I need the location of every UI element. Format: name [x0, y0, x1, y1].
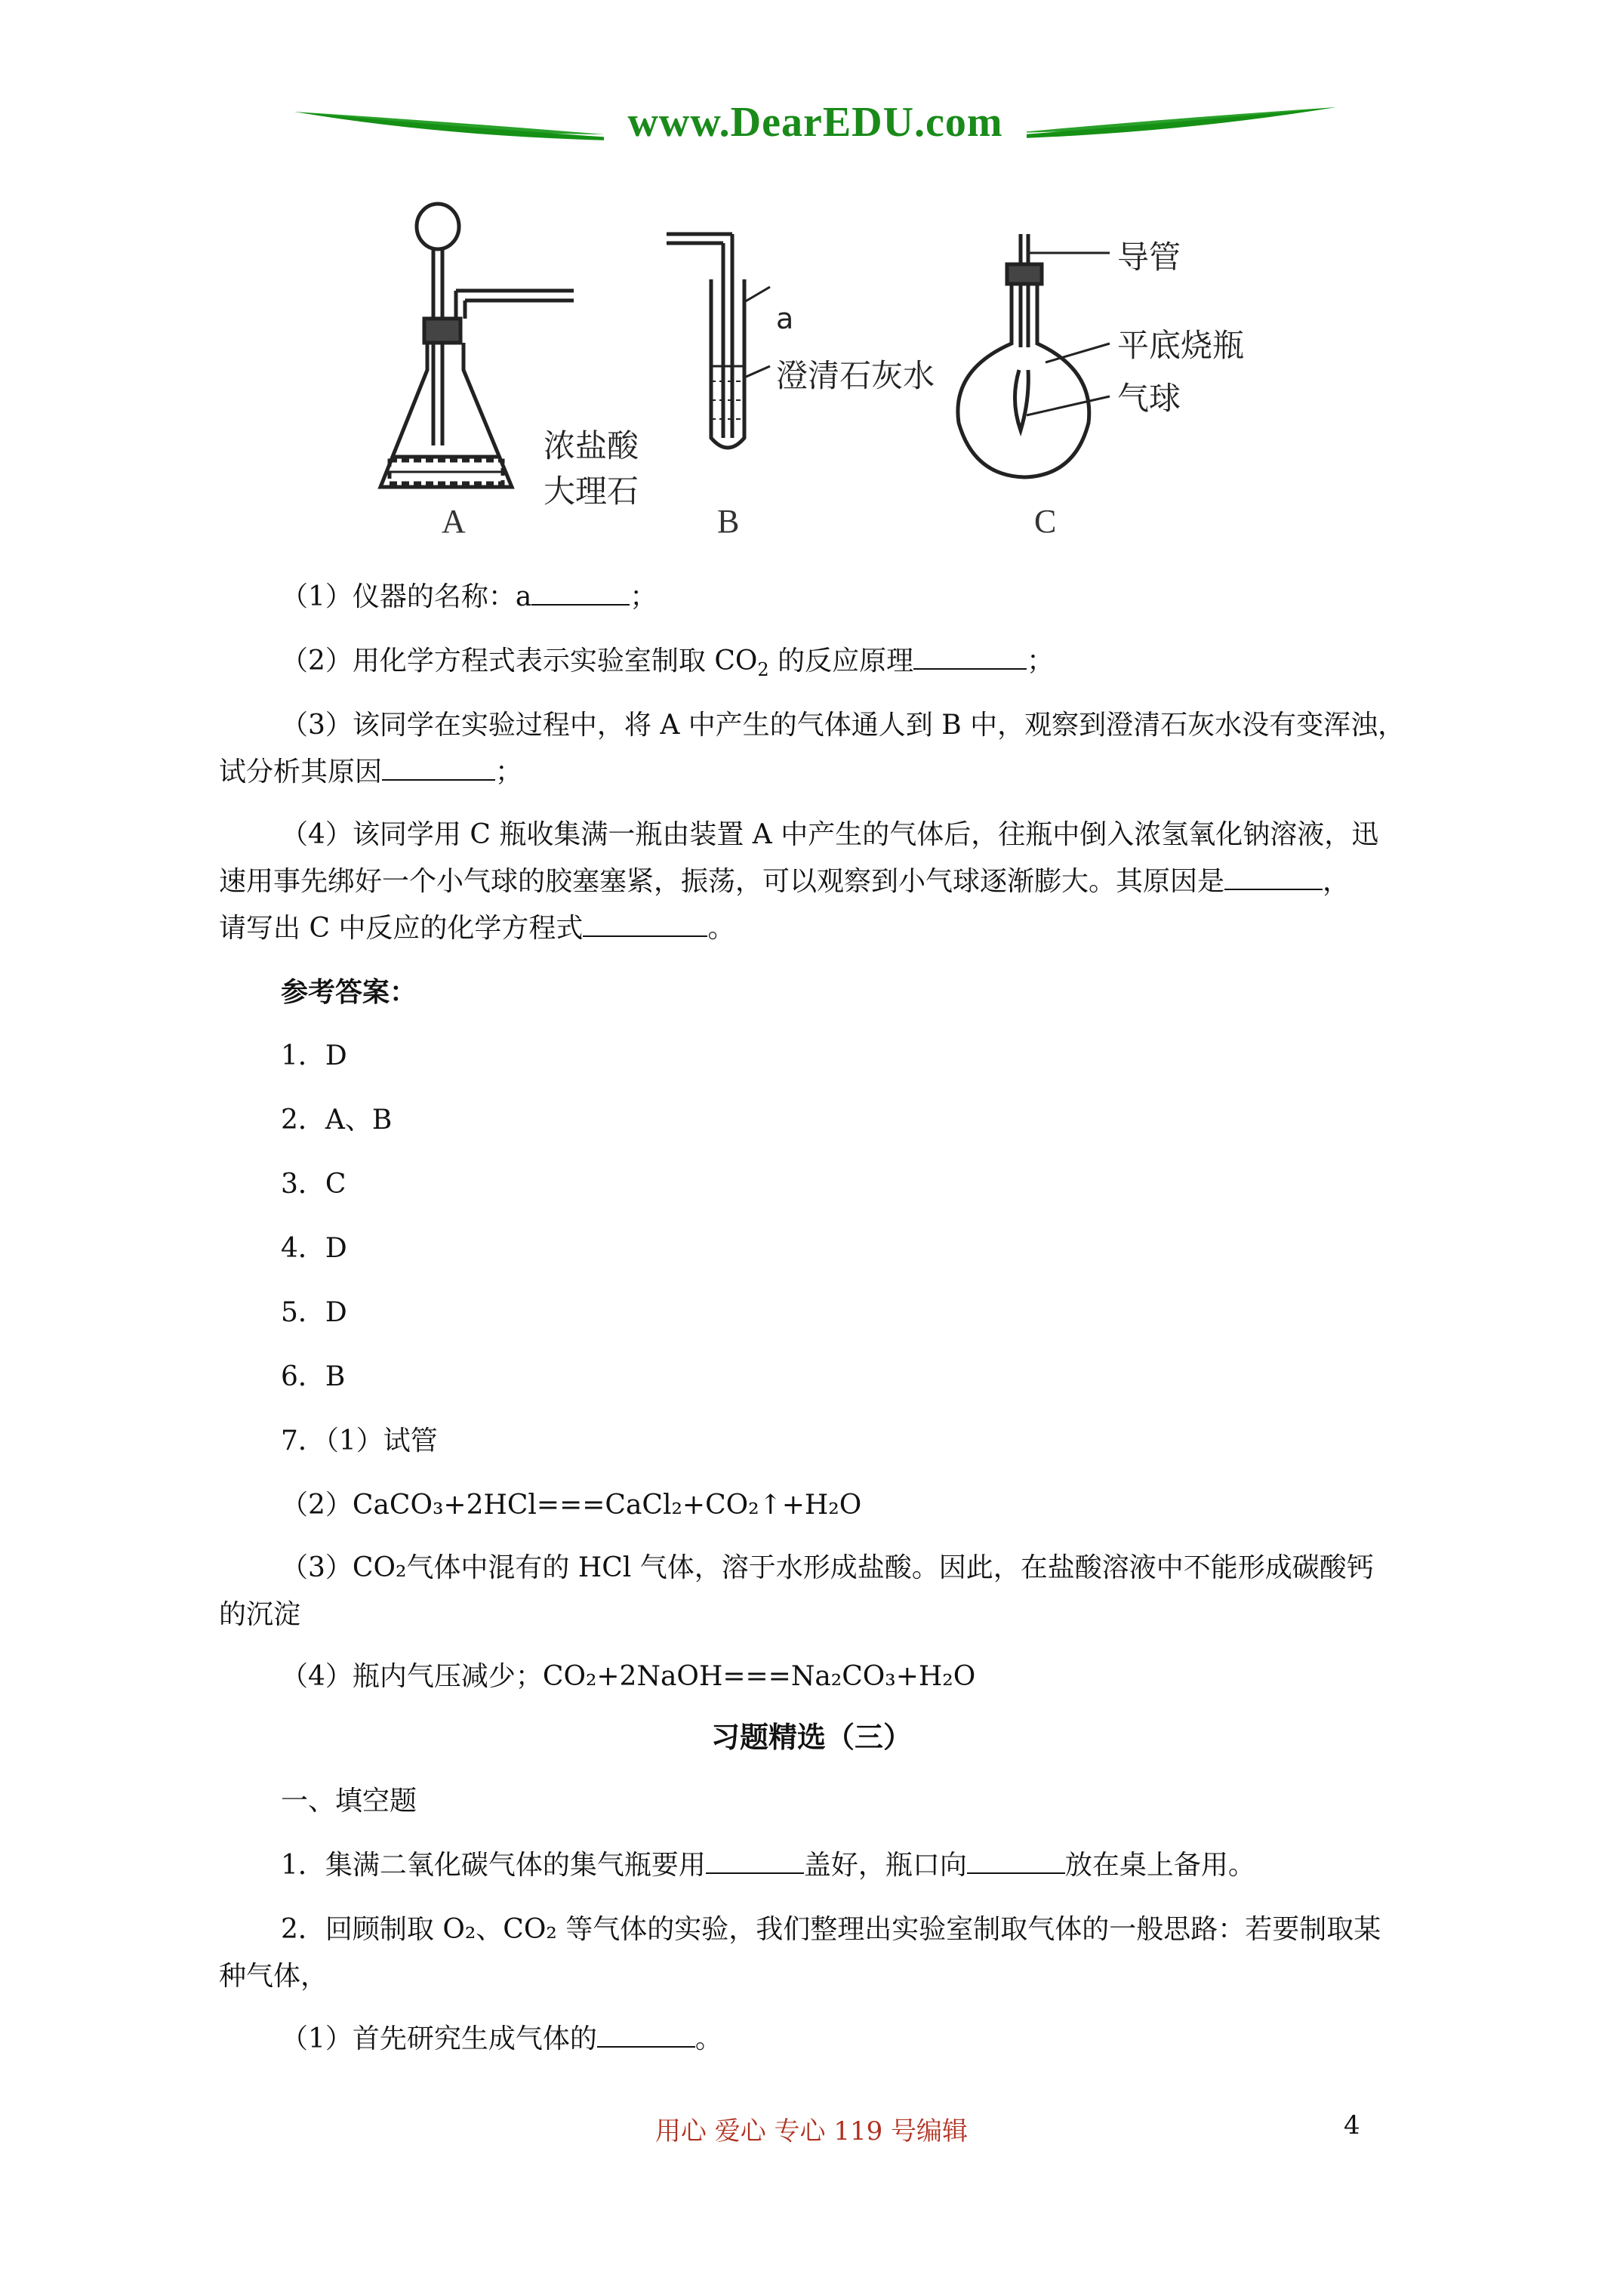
- answer-5: 5．D: [281, 1297, 347, 1328]
- fill-question-2-line1: 2．回顾制取 O₂、CO₂ 等气体的实验，我们整理出实验室制取气体的一般思路：若要制取某: [281, 1914, 1381, 1945]
- fill-question-2-line2: 种气体，: [219, 1961, 328, 1992]
- answer-7-2: （2）CaCO₃+2HCl===CaCl₂+CO₂↑+H₂O: [281, 1490, 862, 1521]
- caption-a: A: [442, 503, 466, 540]
- label-marble: 大理石: [544, 473, 639, 510]
- question-4-line3: 请写出 C 中反应的化学方程式 。: [219, 905, 1412, 952]
- answer-4: 4．D: [281, 1233, 347, 1264]
- label-concentrated-hcl: 浓盐酸: [544, 427, 639, 464]
- question-1: （1）仪器的名称：a ；: [219, 574, 1412, 621]
- page-number: 4: [1344, 2110, 1360, 2140]
- question-4-line2: 速用事先绑好一个小气球的胶塞塞紧，振荡，可以观察到小气球逐渐膨大。其原因是 ，: [219, 858, 1412, 905]
- answer-blank: [531, 578, 630, 606]
- caption-c: C: [1034, 503, 1057, 540]
- label-a: a: [776, 302, 794, 335]
- answer-blank: [1224, 863, 1323, 890]
- part-heading: 一、填空题: [281, 1786, 417, 1817]
- question-2: （2）用化学方程式表示实验室制取 $CO_2$ 的反应原理 ；: [219, 638, 1412, 693]
- answer-blank: [967, 1847, 1065, 1874]
- answer-blank: [382, 754, 495, 781]
- answer-7-3-line2: 的沉淀: [219, 1599, 301, 1630]
- answer-1: 1．D: [281, 1040, 347, 1071]
- label-flat-flask: 平底烧瓶: [1117, 327, 1245, 364]
- apparatus-b-drawing: [667, 234, 770, 448]
- answer-2: 2．A、B: [281, 1105, 393, 1136]
- fill-question-2-1: （1）首先研究生成气体的 。: [219, 2016, 1412, 2063]
- label-guide-tube: 导管: [1117, 239, 1181, 276]
- question-3-line2: 试分析其原因 ；: [219, 749, 1412, 796]
- answers-heading: 参考答案：: [281, 976, 417, 1008]
- answer-blank: [913, 643, 1027, 670]
- label-balloon: 气球: [1117, 380, 1181, 417]
- header-banner: [287, 91, 1344, 159]
- footer-slogan: 用心 爱心 专心 119 号编辑: [654, 2116, 969, 2147]
- answer-3: 3．C: [281, 1169, 346, 1200]
- question-4-line1: （4）该同学用 C 瓶收集满一瓶由装置 A 中产生的气体后，往瓶中倒入浓氢氧化钠溶液，迅: [281, 819, 1379, 850]
- caption-b: B: [717, 503, 740, 540]
- site-logo-text: www.DearEDU.com: [604, 98, 1027, 146]
- fill-question-1: 1．集满二氧化碳气体的集气瓶要用 盖好，瓶口向 放在桌上备用。: [219, 1842, 1412, 1889]
- answer-7-4: （4）瓶内气压减少；CO₂+2NaOH===Na₂CO₃+H₂O: [281, 1661, 976, 1692]
- answer-7-3-line1: （3）CO₂气体中混有的 HCl 气体，溶于水形成盐酸。因此，在盐酸溶液中不能形成碳酸钙: [281, 1552, 1374, 1583]
- apparatus-c-drawing: [958, 234, 1110, 477]
- section-title: 习题精选（三）: [710, 1720, 912, 1754]
- answer-blank: [597, 2020, 695, 2048]
- answer-6: 6．B: [281, 1361, 346, 1392]
- answer-blank: [583, 910, 707, 937]
- answer-7-1: 7．（1）试管: [281, 1425, 438, 1456]
- answer-blank: [706, 1847, 804, 1874]
- question-3-line1: （3）该同学在实验过程中，将 A 中产生的气体通人到 B 中，观察到澄清石灰水没有变浑浊，: [281, 710, 1406, 741]
- label-limewater: 澄清石灰水: [776, 357, 935, 394]
- apparatus-figure: [362, 189, 1306, 551]
